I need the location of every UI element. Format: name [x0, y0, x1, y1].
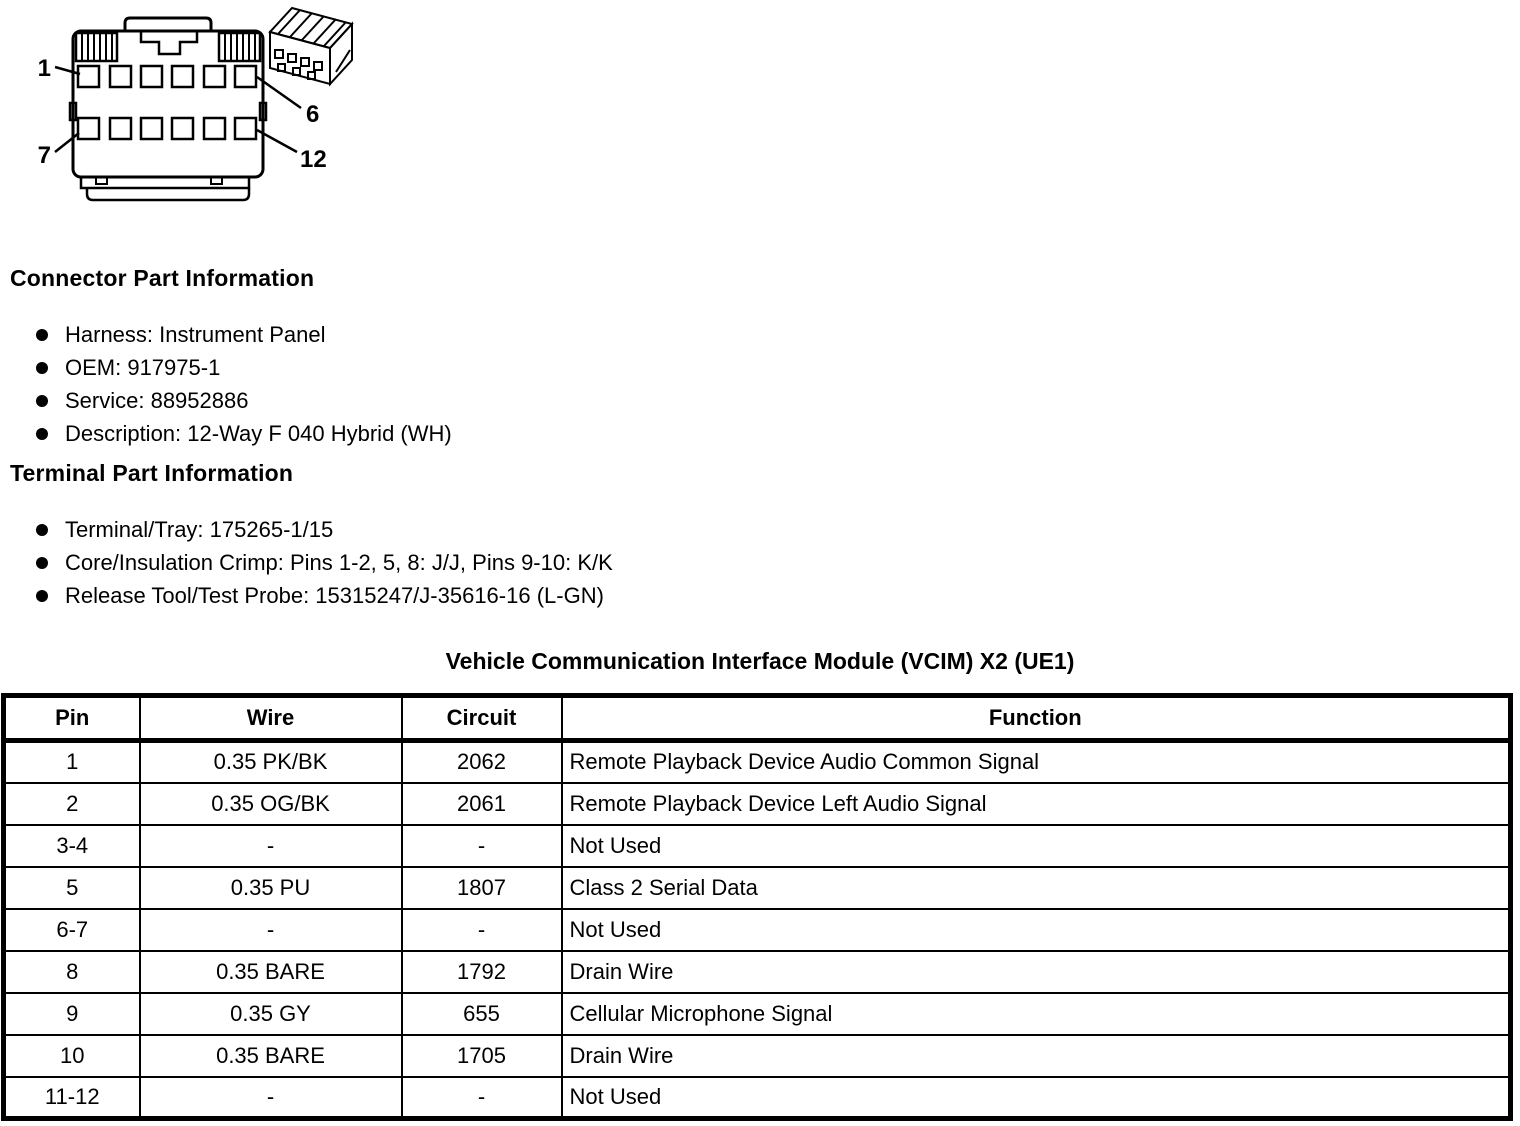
function-column-header: Function	[562, 696, 1511, 741]
circuit-cell: 2061	[402, 783, 562, 825]
circuit-cell: -	[402, 825, 562, 867]
release-tool-value: Release Tool/Test Probe: 15315247/J-35616-16 (L-GN)	[65, 582, 604, 608]
list-item	[36, 318, 452, 351]
list-item	[36, 513, 613, 546]
bullet-icon	[36, 395, 48, 407]
wire-cell: -	[140, 1077, 402, 1119]
function-cell: Drain Wire	[562, 951, 1511, 993]
function-cell: Cellular Microphone Signal	[562, 993, 1511, 1035]
pin-number-labels	[38, 55, 327, 173]
crimp-value: Core/Insulation Crimp: Pins 1-2, 5, 8: J/J, Pins 9-10: K/K	[65, 549, 613, 575]
wire-cell: -	[140, 825, 402, 867]
function-cell: Remote Playback Device Left Audio Signal	[562, 783, 1511, 825]
service-value: Service: 88952886	[65, 387, 249, 413]
table-row	[4, 993, 1511, 1035]
wire-cell: -	[140, 909, 402, 951]
pin-cell: 5	[4, 867, 140, 909]
terminal-tray-value: Terminal/Tray: 175265-1/15	[65, 516, 334, 542]
pin-cell: 11-12	[4, 1077, 140, 1119]
connector-isometric-view	[270, 8, 352, 84]
list-item	[36, 351, 452, 384]
pin-cell: 1	[4, 741, 140, 783]
wire-cell: 0.35 BARE	[140, 1035, 402, 1077]
circuit-cell: 1807	[402, 867, 562, 909]
bullet-icon	[36, 590, 48, 602]
connector-info-list	[36, 318, 452, 450]
connector-figure	[0, 0, 380, 220]
pin-cell: 6-7	[4, 909, 140, 951]
pin-1-label: 1	[37, 55, 51, 82]
table-header-row	[4, 696, 1511, 741]
wire-cell: 0.35 PU	[140, 867, 402, 909]
table-row	[4, 867, 1511, 909]
list-item	[36, 546, 613, 579]
harness-value: Harness: Instrument Panel	[65, 321, 326, 347]
pin-cell: 2	[4, 783, 140, 825]
circuit-cell: 2062	[402, 741, 562, 783]
function-cell: Not Used	[562, 1077, 1511, 1119]
wire-cell: 0.35 BARE	[140, 951, 402, 993]
circuit-column-header: Circuit	[402, 696, 562, 741]
list-item	[36, 417, 452, 450]
connector-body-outline	[73, 18, 263, 177]
terminal-part-information-heading: Terminal Part Information	[10, 460, 294, 486]
pinout-table-title: Vehicle Communication Interface Module (VCIM) X2 (UE1)	[445, 648, 1075, 674]
connector-part-information-heading: Connector Part Information	[10, 265, 315, 291]
table-row	[4, 741, 1511, 783]
bullet-icon	[36, 428, 48, 440]
bullet-icon	[36, 557, 48, 569]
table-row	[4, 783, 1511, 825]
pin-7-label: 7	[37, 142, 51, 169]
wire-cell: 0.35 PK/BK	[140, 741, 402, 783]
pin-cell: 9	[4, 993, 140, 1035]
pin-cell: 8	[4, 951, 140, 993]
rib-lines	[82, 34, 255, 60]
terminal-info-list	[36, 513, 613, 612]
list-item	[36, 384, 452, 417]
function-cell: Class 2 Serial Data	[562, 867, 1511, 909]
table-row	[4, 1035, 1511, 1077]
pin-cavities	[78, 66, 256, 139]
function-cell: Not Used	[562, 909, 1511, 951]
table-row	[4, 951, 1511, 993]
circuit-cell: -	[402, 909, 562, 951]
table-row	[4, 909, 1511, 951]
circuit-cell: 1792	[402, 951, 562, 993]
bullet-icon	[36, 329, 48, 341]
function-cell: Remote Playback Device Audio Common Signal	[562, 741, 1511, 783]
bullet-icon	[36, 524, 48, 536]
table-row	[4, 825, 1511, 867]
pin-cell: 10	[4, 1035, 140, 1077]
bullet-icon	[36, 362, 48, 374]
description-value: Description: 12-Way F 040 Hybrid (WH)	[65, 420, 452, 446]
connector-front-view-diagram	[0, 0, 380, 220]
circuit-cell: -	[402, 1077, 562, 1119]
wire-cell: 0.35 GY	[140, 993, 402, 1035]
circuit-cell: 655	[402, 993, 562, 1035]
wire-cell: 0.35 OG/BK	[140, 783, 402, 825]
list-item	[36, 579, 613, 612]
pin-6-label: 6	[306, 101, 320, 128]
pin-column-header: Pin	[4, 696, 140, 741]
pinout-table	[1, 693, 1513, 1121]
function-cell: Not Used	[562, 825, 1511, 867]
oem-value: OEM: 917975-1	[65, 354, 221, 380]
circuit-cell: 1705	[402, 1035, 562, 1077]
pin-cell: 3-4	[4, 825, 140, 867]
pin-12-label: 12	[300, 146, 327, 173]
function-cell: Drain Wire	[562, 1035, 1511, 1077]
table-row	[4, 1077, 1511, 1119]
wire-column-header: Wire	[140, 696, 402, 741]
